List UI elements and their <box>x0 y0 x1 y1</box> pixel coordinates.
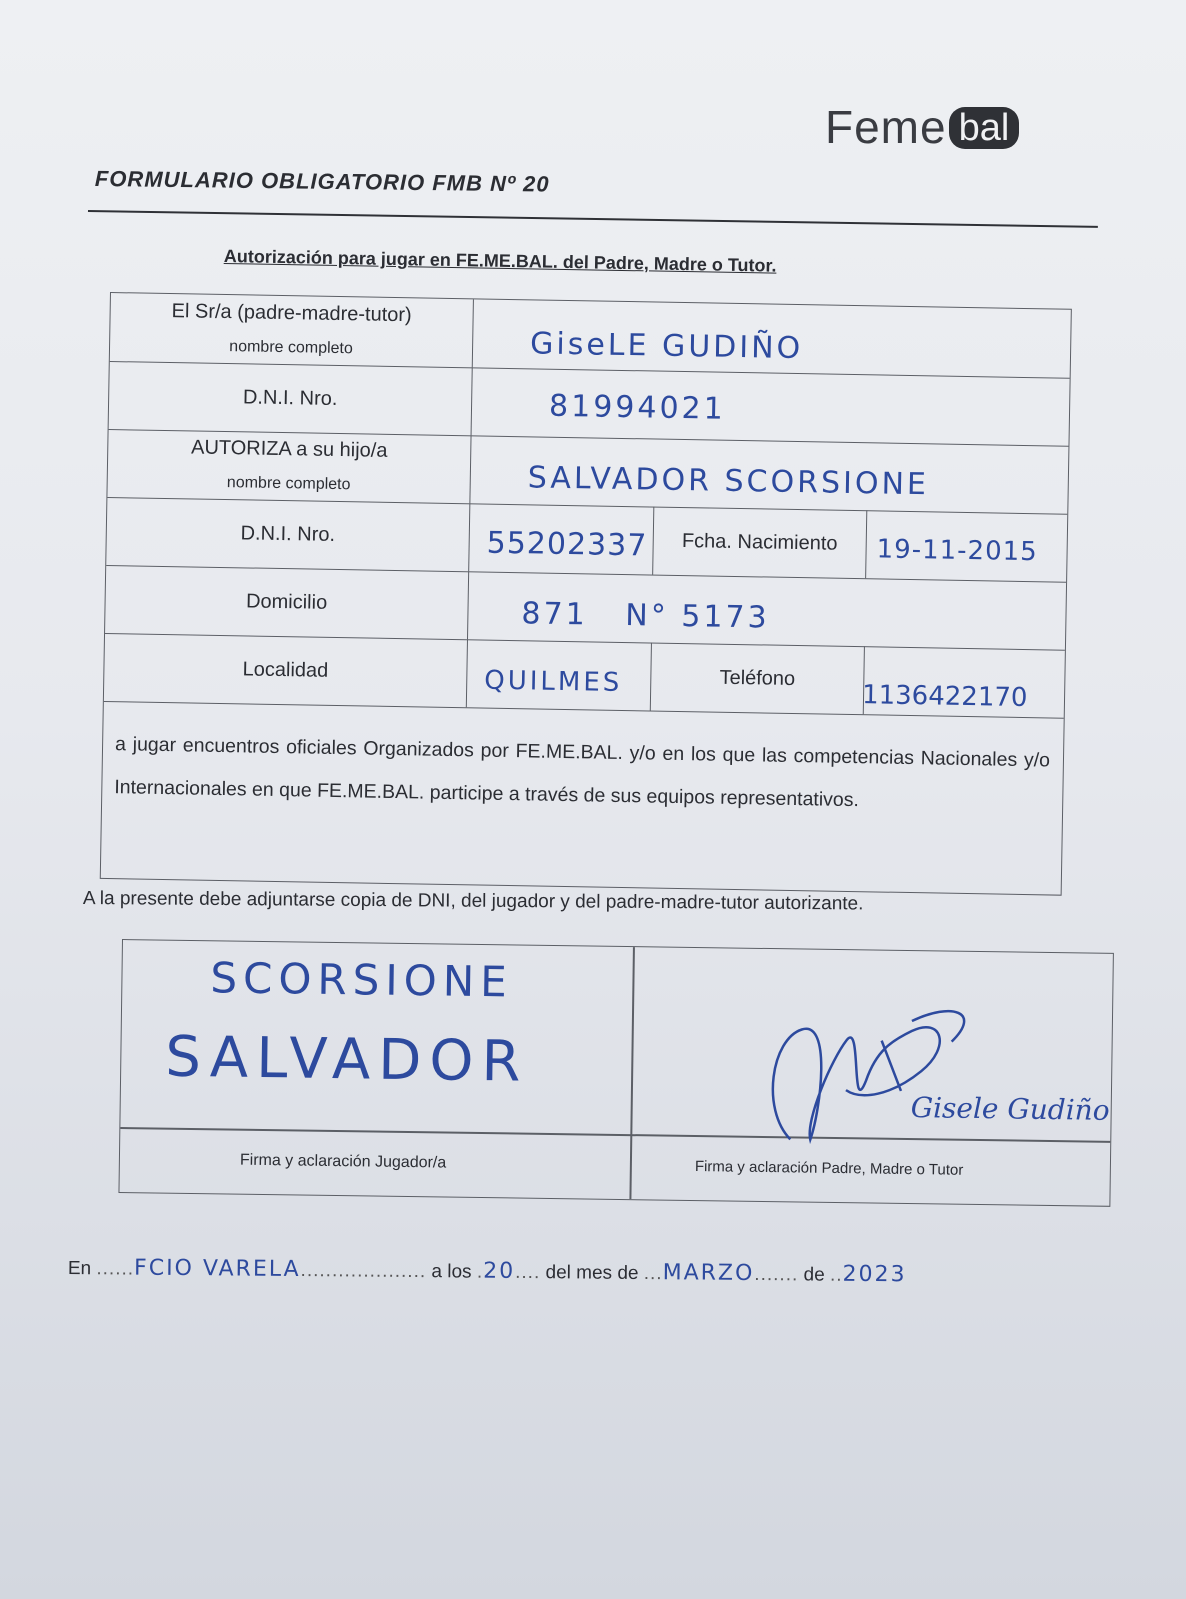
phone-value: 1136422170 <box>861 680 1028 714</box>
player-surname-handwritten: SCORSIONE <box>210 953 514 1007</box>
parent-signature-text: Gisele Gudiño <box>910 1091 1110 1127</box>
parent-name-value: GiseLE GUDIÑO <box>529 326 804 367</box>
authorization-text: a jugar encuentros oficiales Organizados por FE.ME.BAL. y/o en los que las competencias Nacionales y/o Internacionales en que FE.ME.BAL. participe a través de sus equipos representativos. <box>114 733 1051 812</box>
address-label: Domicilio <box>105 565 469 639</box>
parent-dni-label: D.N.I. Nro. <box>109 361 473 435</box>
parent-label: El Sr/a (padre-madre-tutor) <box>171 300 412 327</box>
place-value: FCIO VARELA <box>133 1255 301 1283</box>
logo-text-right: bal <box>949 107 1020 149</box>
form-subtitle: Autorización para jugar en FE.ME.BAL. del Padre, Madre o Tutor. <box>223 246 777 276</box>
child-name-value: SALVADOR SCORSIONE <box>527 460 930 503</box>
attachment-note: A la presente debe adjuntarse copia de DNI, del jugador y del padre-madre-tutor autorizante. <box>82 888 864 915</box>
authorization-text-row <box>101 701 1064 893</box>
player-name-handwritten: SALVADOR <box>164 1024 529 1095</box>
player-signature-caption: Firma y aclaración Jugador/a <box>239 1151 447 1172</box>
phone-label: Teléfono <box>650 642 865 714</box>
child-dni-value: 55202337 <box>486 525 648 564</box>
en-label: En <box>67 1257 92 1280</box>
form-title: FORMULARIO OBLIGATORIO FMB Nº 20 <box>94 166 550 197</box>
authorization-table <box>100 292 1072 896</box>
place-date-line: En ......FCIO VARELA.................... a los .20.... del mes de ...MARZO....... de ..2023 <box>67 1255 907 1288</box>
city-label: Localidad <box>104 633 468 707</box>
month-value: MARZO <box>662 1260 755 1286</box>
a-los-label: a los <box>431 1261 472 1283</box>
parent-dni-value: 81994021 <box>548 388 727 427</box>
child-label-cell <box>107 429 471 503</box>
day-value: 20 <box>483 1258 516 1284</box>
month-label: del mes de <box>545 1262 639 1284</box>
parent-signature-scribble <box>750 999 1092 1154</box>
child-sublabel: nombre completo <box>226 474 351 494</box>
child-dni-label: D.N.I. Nro. <box>106 497 470 571</box>
child-label: AUTORIZA a su hijo/a <box>190 436 388 462</box>
parent-label-cell <box>110 293 474 367</box>
year-value: 2023 <box>842 1261 907 1288</box>
de-label: de <box>803 1264 825 1286</box>
logo-text-left: Feme <box>825 101 947 153</box>
title-divider <box>88 210 1098 228</box>
signature-divider <box>629 947 634 1199</box>
parent-sublabel: nombre completo <box>229 338 354 358</box>
birth-date-value: 19-11-2015 <box>876 534 1038 568</box>
femebal-logo <box>825 100 1019 160</box>
parent-signature-caption: Firma y aclaración Padre, Madre o Tutor <box>694 1158 964 1179</box>
address-value: 871 N° 5173 <box>521 596 770 636</box>
birth-label: Fcha. Nacimiento <box>652 507 867 579</box>
city-value: QUILMES <box>484 665 623 698</box>
signature-table <box>118 939 1113 1207</box>
